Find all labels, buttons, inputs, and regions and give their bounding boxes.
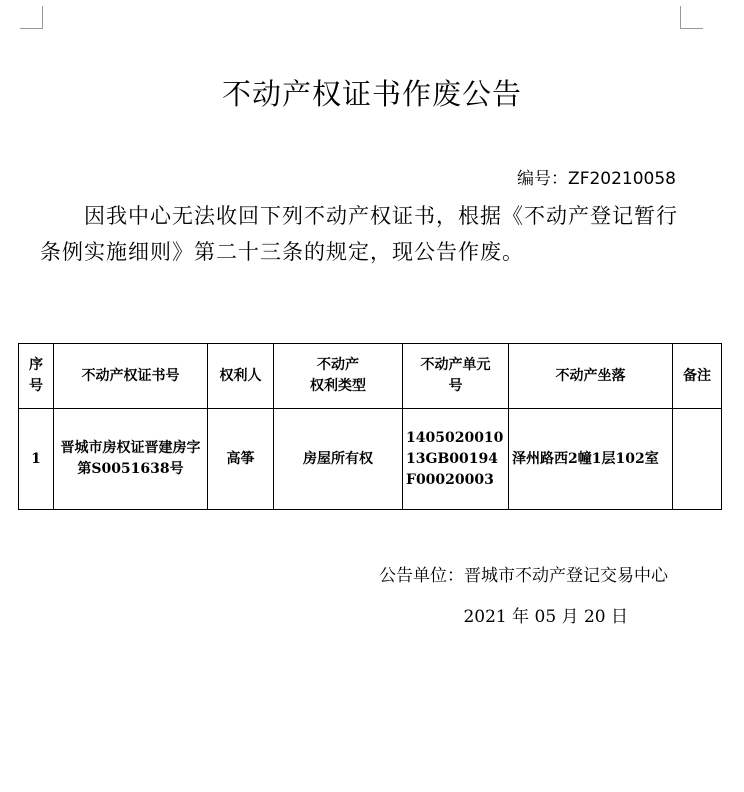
header-unit-no-line-2: 号: [448, 378, 463, 394]
cell-seq: 1: [19, 409, 54, 510]
header-remark: 备注: [673, 344, 722, 409]
cell-remark: [673, 409, 722, 510]
page-corner-mark-top-left: [20, 6, 43, 29]
cell-cert-no: 晋城市房权证晋建房字第S0051638号: [54, 409, 208, 510]
page-corner-mark-top-right: [680, 6, 703, 29]
cell-right-type: 房屋所有权: [274, 409, 403, 510]
header-unit-no: [403, 344, 509, 409]
cell-location: 泽州路西2幢1层102室: [509, 409, 673, 510]
header-right-type-line-2: 权利类型: [310, 378, 366, 394]
cell-owner: 高筝: [208, 409, 274, 510]
voided-certificates-table: [18, 343, 722, 510]
issue-date: 2021 年 05 月 20 日: [463, 607, 628, 627]
header-right-type-line-1: 不动产: [317, 357, 359, 373]
header-seq-line-2: 号: [29, 378, 43, 394]
header-location: 不动产坐落: [509, 344, 673, 409]
header-unit-no-line-1: 不动产单元: [420, 357, 491, 373]
header-seq-line-1: 序: [29, 357, 43, 373]
header-cert-no: 不动产权证书号: [54, 344, 208, 409]
page-title: 不动产权证书作废公告: [221, 77, 522, 111]
cell-unit-no: 140502001013GB00194F00020003: [403, 409, 509, 510]
body-paragraph: 因我中心无法收回下列不动产权证书，根据《不动产登记暂行条例实施细则》第二十三条的规定，现公告作废。: [40, 204, 678, 264]
document-number: 编号：ZF20210058: [517, 169, 676, 189]
table-row: [19, 409, 722, 510]
header-seq: [19, 344, 54, 409]
header-owner: 权利人: [208, 344, 274, 409]
table-header-row: [19, 344, 722, 409]
header-right-type: [274, 344, 403, 409]
issuing-unit: 公告单位：晋城市不动产登记交易中心: [379, 566, 668, 586]
